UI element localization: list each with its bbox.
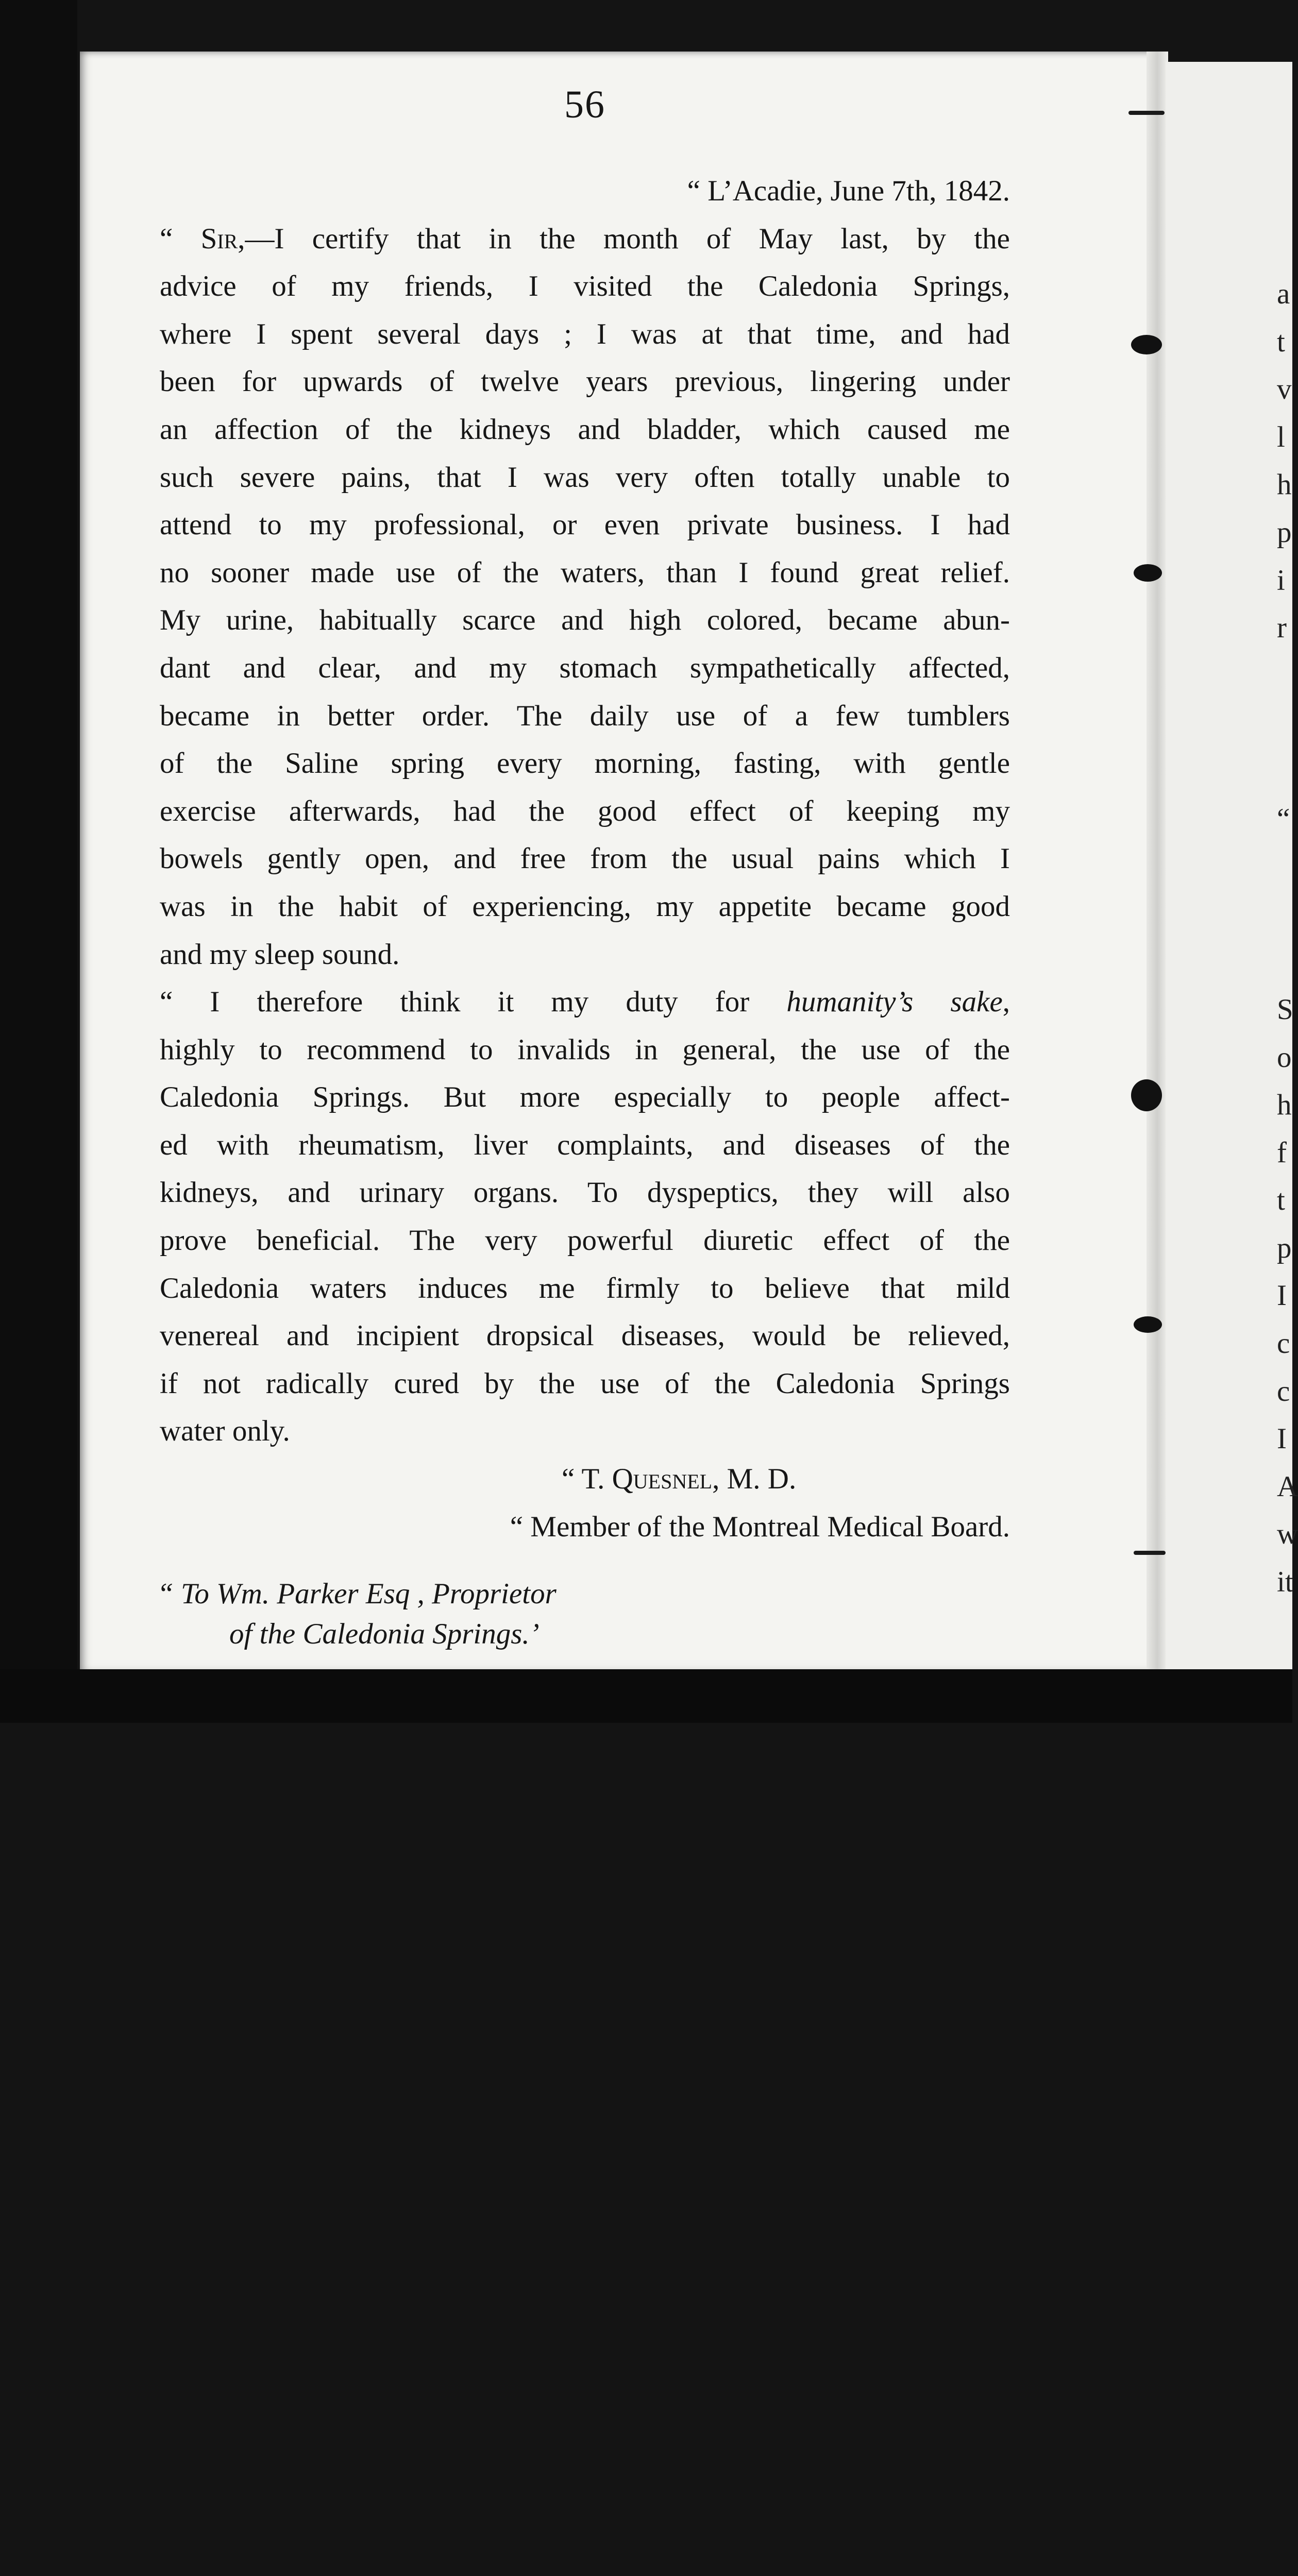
text-line: attend to my professional, or even private business. I had <box>160 509 1010 541</box>
text-line: of the Saline spring every morning, fasting, with gentle <box>160 747 1010 780</box>
text-line: an affection of the kidneys and bladder, which caused me <box>160 413 1010 446</box>
edge-letter <box>1277 700 1298 748</box>
text-line: Caledonia Springs. But more especially to people affect- <box>160 1081 1010 1114</box>
text-line: highly to recommend to invalids in general, the use of the <box>160 1033 1010 1066</box>
edge-letter: I <box>1277 1422 1287 1455</box>
addressee-line-2: of the Caledonia Springs.’ <box>229 1618 540 1650</box>
affiliation: “ Member of the Montreal Medical Board. <box>510 1510 1010 1543</box>
edge-letter <box>1277 652 1298 700</box>
edge-letter: f <box>1277 1136 1287 1169</box>
edge-letter: i <box>1277 564 1285 597</box>
paragraph-2-first-line: “ I therefore think it my duty for humanity’s sake, <box>160 986 1010 1019</box>
gutter-mark <box>1134 1551 1166 1555</box>
text-line: if not radically cured by the use of the Caledonia Springs <box>160 1367 1010 1400</box>
scan-bottom-border <box>0 1669 1292 1723</box>
edge-letter: w <box>1277 1518 1298 1551</box>
edge-letter: l <box>1277 420 1285 453</box>
text-line: prove beneficial. The very powerful diuretic effect of the <box>160 1224 1010 1257</box>
text-line: and my sleep sound. <box>160 938 400 971</box>
text-line: kidneys, and urinary organs. To dyspeptics, they will also <box>160 1176 1010 1209</box>
text-line: no sooner made use of the waters, than I found great relief. <box>160 556 1010 589</box>
ink-blot <box>1131 335 1162 354</box>
text-line: venereal and incipient dropsical diseases, would be relieved, <box>160 1319 1010 1352</box>
facing-page-letters <box>1277 270 1298 1606</box>
addressee <box>157 1574 786 1654</box>
ink-blot <box>1131 1079 1162 1111</box>
scan-left-border <box>0 0 77 1723</box>
edge-letter: h <box>1277 1089 1292 1122</box>
edge-letter: a <box>1277 278 1290 310</box>
text-line: been for upwards of twelve years previous, lingering under <box>160 365 1010 398</box>
text-line: dant and clear, and my stomach sympathetically affected, <box>160 651 1010 684</box>
edge-letter: I <box>1277 1279 1287 1312</box>
edge-letter <box>1277 891 1298 939</box>
text-line: advice of my friends, I visited the Caledonia Springs, <box>160 270 1010 303</box>
edge-letter <box>1277 843 1298 891</box>
salutation-sir: Sir <box>200 222 238 255</box>
edge-letter: c <box>1277 1327 1290 1360</box>
text-line: such severe pains, that I was very often totally unable to <box>160 461 1010 494</box>
edge-letter: p <box>1277 1231 1292 1264</box>
text-line: Caledonia waters induces me firmly to believe that mild <box>160 1272 1010 1304</box>
text-line: ed with rheumatism, liver complaints, and diseases of the <box>160 1128 1010 1161</box>
text-line: where I spent several days ; I was at that time, and had <box>160 317 1010 350</box>
facing-page-edge <box>1166 62 1292 1669</box>
edge-letter <box>1277 938 1298 986</box>
salutation-line: “ Sir,—I certify that in the month of May last, by the <box>160 222 1010 255</box>
ink-blot <box>1134 564 1162 582</box>
edge-letter: p <box>1277 516 1292 549</box>
text-line: water only. <box>160 1415 290 1448</box>
edge-letter: it <box>1277 1566 1293 1599</box>
ink-blot <box>1134 1316 1162 1333</box>
dateline: “ L’Acadie, June 7th, 1842. <box>687 175 1010 207</box>
edge-letter: S <box>1277 993 1293 1026</box>
edge-letter: “ <box>1277 802 1290 835</box>
text-line: bowels gently open, and free from the usual pains which I <box>160 842 1010 875</box>
signature: “ T. Quesnel, M. D. <box>562 1463 797 1496</box>
edge-letter: v <box>1277 373 1292 406</box>
edge-letter: r <box>1277 612 1287 645</box>
text-line: was in the habit of experiencing, my appetite became good <box>160 890 1010 923</box>
edge-letter: t <box>1277 1184 1285 1217</box>
text-line: became in better order. The daily use of a few tumblers <box>160 699 1010 732</box>
edge-letter: A <box>1277 1470 1298 1503</box>
text-line: My urine, habitually scarce and high colored, became abun- <box>160 604 1010 637</box>
letter-body <box>160 167 1010 1551</box>
edge-letter: c <box>1277 1375 1290 1408</box>
page-number: 56 <box>564 83 605 126</box>
edge-letter: o <box>1277 1041 1292 1074</box>
text-line: exercise afterwards, had the good effect of keeping my <box>160 794 1010 827</box>
page-gutter <box>1147 52 1168 1669</box>
edge-letter <box>1277 748 1298 795</box>
edge-letter: t <box>1277 325 1285 358</box>
gutter-mark <box>1128 111 1165 115</box>
emphasis-humanitys-sake: humanity’s sake <box>786 986 1003 1019</box>
addressee-line-1: “ To Wm. Parker Esq , Proprietor <box>157 1578 557 1610</box>
edge-letter: h <box>1277 468 1292 501</box>
